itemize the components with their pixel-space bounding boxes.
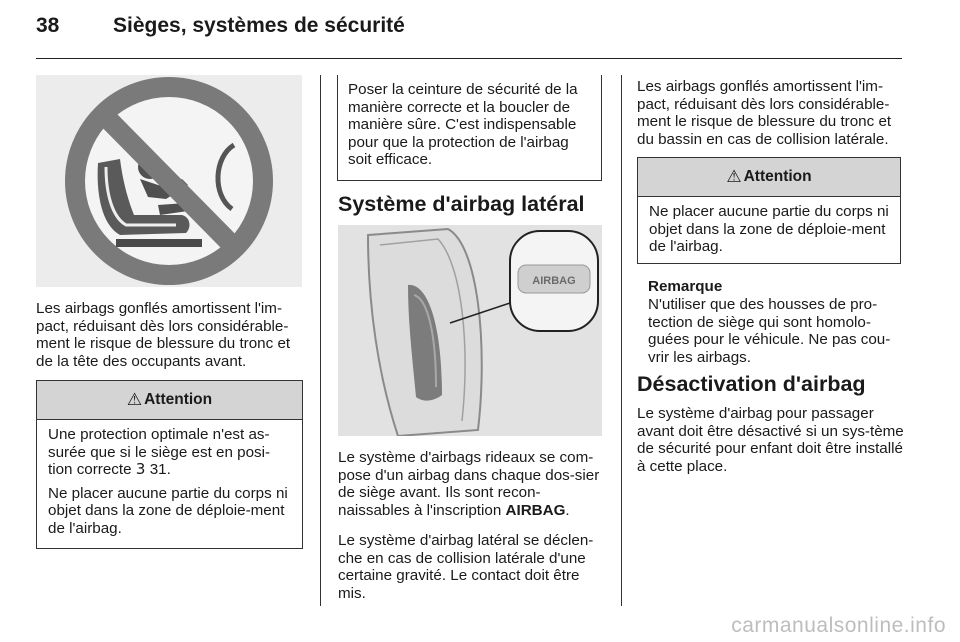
info-box: [337, 75, 602, 181]
attention-title: Attention: [144, 391, 213, 408]
column-divider: [320, 75, 321, 606]
remark-label: Remarque: [648, 278, 723, 295]
page-number: 38: [36, 14, 60, 37]
attention-box: [637, 157, 901, 264]
header-rule: [36, 58, 902, 59]
attention-header: [638, 158, 900, 197]
attention-text: Ne placer aucune partie du corps ni objet dans la zone de déploie-ment de l'airbag.: [48, 484, 288, 537]
warning-triangle-icon: ⚠: [126, 390, 143, 409]
col3-paragraph: Le système d'airbag pour passager avant doit être désactivé si un sys-tème de sécurité pour enfant doit être installé à cette place.: [637, 405, 904, 475]
no-child-seat-airbag-prohibition-icon: [36, 75, 302, 287]
prohibition-image: [36, 75, 302, 287]
page-reference-arrow-icon: 3: [135, 460, 146, 479]
warning-triangle-icon: ⚠: [726, 167, 742, 186]
col2-paragraph: Le système d'airbag latéral se déclen-che en cas de collision latérale d'une certaine gravité. Le contact doit être mis.: [338, 532, 594, 602]
remark-text: N'utiliser que des housses de pro-tection de siège qui sont homolo-guées pour le véhicule. Ne pas cou-vrir les airbags.: [648, 296, 891, 366]
watermark: carmanualsonline.info: [731, 614, 946, 637]
col2-paragraph: Le système d'airbags rideaux se com-pose d'un airbag dans chaque dos-sier de siège avant. Ils sont recon-naissables à l'inscription AIRBAG.: [338, 449, 600, 519]
info-box-text: Poser la ceinture de sécurité de la manière correcte et la boucler de manière sûre. C'est indispensable pour que la protection de l'airbag soit efficace.: [348, 81, 578, 169]
column-divider: [621, 75, 622, 606]
seat-airbag-illustration: [338, 225, 602, 436]
attention-text: Ne placer aucune partie du corps ni objet dans la zone de déploie-ment de l'airbag.: [649, 203, 889, 256]
attention-header: [37, 381, 302, 420]
airbag-label: AIRBAG: [532, 275, 576, 287]
side-airbag-seat-image: [338, 225, 602, 436]
section-heading: Système d'airbag latéral: [338, 192, 585, 216]
col1-paragraph: Les airbags gonflés amortissent l'im-pact, réduisant dès lors considérable-ment le risque de blessure du tronc et de la tête des occupants avant.: [36, 300, 291, 370]
attention-text: Une protection optimale n'est as-surée que si le siège est en posi-tion correcte 3 31.: [48, 426, 271, 479]
page-title: Sièges, systèmes de sécurité: [113, 14, 405, 37]
attention-box: [36, 380, 303, 549]
col3-paragraph: Les airbags gonflés amortissent l'im-pact, réduisant dès lors considérable-ment le risque de blessure du tronc et du bassin en cas de collision latérale.: [637, 78, 892, 148]
attention-title: Attention: [743, 168, 812, 185]
section-heading: Désactivation d'airbag: [637, 372, 866, 396]
